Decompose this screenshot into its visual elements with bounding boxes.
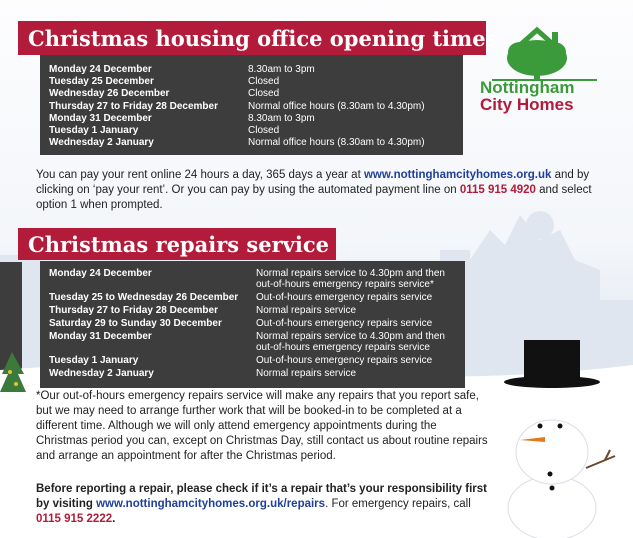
logo-text-nottingham: Nottingham bbox=[480, 78, 575, 97]
table-row bbox=[40, 368, 465, 379]
table-row bbox=[40, 76, 463, 88]
rent-payment-paragraph bbox=[36, 168, 596, 213]
hours-cell: Normal office hours (8.30am to 4.30pm) bbox=[248, 100, 425, 112]
payment-phone: 0115 915 4920 bbox=[459, 184, 536, 196]
hours-cell: Closed bbox=[248, 124, 280, 136]
christmas-tree-icon bbox=[0, 352, 30, 412]
hours-cell: 8.30am to 3pm bbox=[248, 64, 315, 75]
service-cell: Out-of-hours emergency repairs service bbox=[256, 292, 433, 303]
table-row bbox=[40, 318, 465, 329]
date-cell: Tuesday 1 January bbox=[49, 124, 139, 136]
repairs-heading: Christmas repairs service bbox=[18, 228, 336, 260]
table-row bbox=[40, 292, 465, 303]
service-cell: Out-of-hours emergency repairs service bbox=[256, 318, 433, 329]
service-cell: Normal repairs service bbox=[256, 305, 357, 316]
snowman-illustration bbox=[490, 340, 630, 538]
date-cell: Monday 31 December bbox=[49, 331, 152, 342]
check-text-a: Before reporting a repair, please check if it’s a repair that’s your responsibility first by visiting bbox=[36, 483, 487, 510]
date-cell: Thursday 27 to Friday 28 December bbox=[49, 305, 218, 316]
rent-text-c: and select option 1 when prompted. bbox=[36, 184, 592, 211]
table-row bbox=[40, 355, 465, 366]
check-text-b: . For emergency repairs, call bbox=[325, 498, 471, 510]
date-cell: Wednesday 2 January bbox=[49, 137, 154, 149]
rent-text-b: and by clicking on ‘pay your rent’. Or you can pay by using the automated payment line on bbox=[36, 169, 590, 196]
repairs-phone: 0115 915 2222 bbox=[36, 513, 113, 525]
opening-times-table bbox=[40, 55, 463, 155]
date-cell: Thursday 27 to Friday 28 December bbox=[49, 100, 218, 112]
date-cell: Tuesday 1 January bbox=[49, 355, 139, 366]
table-row bbox=[40, 305, 465, 316]
date-cell: Monday 31 December bbox=[49, 112, 152, 124]
repair-check-paragraph bbox=[36, 482, 491, 527]
table-row bbox=[40, 101, 463, 113]
service-cell: Out-of-hours emergency repairs service bbox=[256, 355, 433, 366]
repairs-table bbox=[40, 261, 465, 388]
service-cell: Normal repairs service to 4.30pm and then out-of-hours emergency repairs service* bbox=[256, 268, 445, 290]
table-row bbox=[40, 64, 463, 76]
date-cell: Saturday 29 to Sunday 30 December bbox=[49, 318, 222, 329]
table-row bbox=[40, 125, 463, 137]
table-row bbox=[40, 113, 463, 125]
hours-cell: Normal office hours (8.30am to 4.30pm) bbox=[248, 137, 425, 149]
emergency-footnote: *Our out-of-hours emergency repairs service will make any repairs that you report safe, but we may need to arrange further work that will be booked-in to be completed at a different time. Although we will only attend emergency appointments during the Christmas period you can, except on Christmas Day, still contact us about routine repairs and arrange an appointment for after the Christmas period. bbox=[36, 390, 488, 462]
date-cell: Tuesday 25 December bbox=[49, 76, 154, 88]
table-row bbox=[40, 268, 465, 290]
date-cell: Wednesday 26 December bbox=[49, 88, 170, 100]
hours-cell: Closed bbox=[248, 88, 280, 100]
service-cell: Normal repairs service bbox=[256, 368, 357, 379]
date-cell: Wednesday 2 January bbox=[49, 368, 154, 379]
check-text-c: . bbox=[112, 513, 116, 525]
website-link[interactable]: www.nottinghamcityhomes.org.uk bbox=[363, 169, 552, 181]
table-row bbox=[40, 137, 463, 149]
date-cell: Tuesday 25 to Wednesday 26 December bbox=[49, 292, 239, 303]
rent-text-a: You can pay your rent online 24 hours a day, 365 days a year at bbox=[36, 169, 364, 181]
service-cell: Normal repairs service to 4.30pm and then out-of-hours emergency repairs service bbox=[256, 331, 445, 353]
opening-times-heading: Christmas housing office opening times bbox=[18, 21, 486, 55]
date-cell: Monday 24 December bbox=[49, 64, 152, 75]
repairs-link[interactable]: www.nottinghamcityhomes.org.uk/repairs bbox=[96, 498, 326, 510]
table-row bbox=[40, 331, 465, 353]
table-row bbox=[40, 88, 463, 100]
hours-cell: 8.30am to 3pm bbox=[248, 112, 315, 124]
date-cell: Monday 24 December bbox=[49, 268, 152, 279]
hours-cell: Closed bbox=[248, 76, 280, 88]
logo-text-city-homes: City Homes bbox=[480, 95, 574, 114]
